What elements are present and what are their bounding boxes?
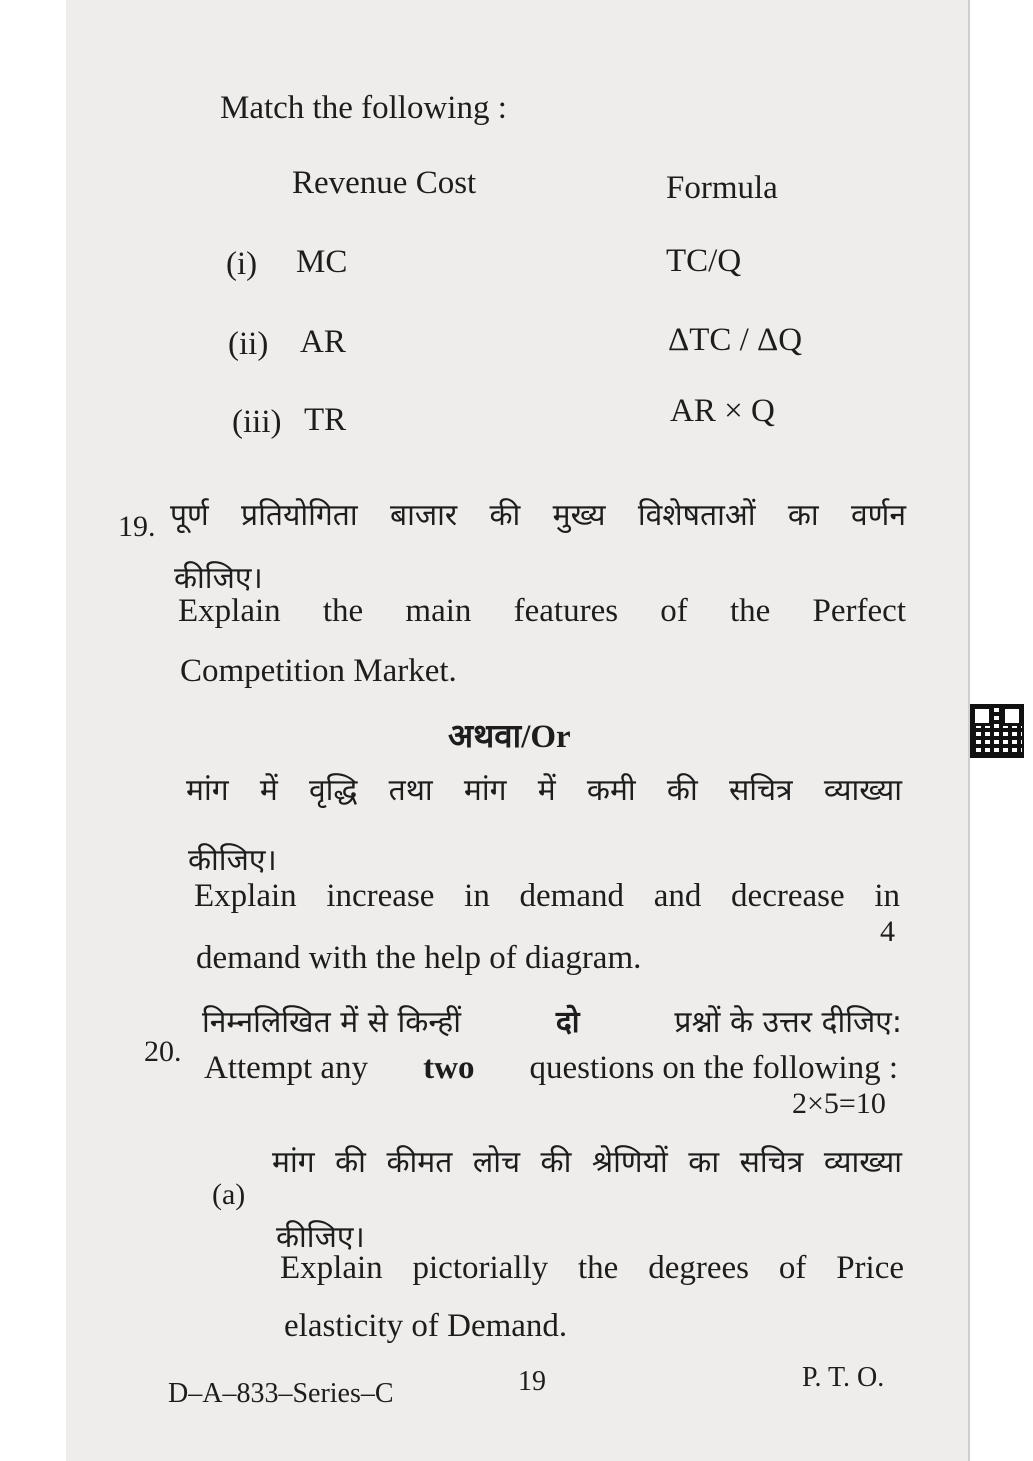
question-english: Explain the main features of the Perfect [178, 593, 906, 629]
row-label: (iii) [232, 404, 282, 440]
part-hindi: मांग की कीमत लोच की श्रेणियों का सचित्र व्याख्या [272, 1145, 902, 1180]
match-heading: Match the following : [220, 90, 507, 126]
qr-code-icon [972, 706, 1022, 756]
part-hindi: कीजिए। [276, 1220, 365, 1255]
marks: 4 [880, 915, 895, 948]
row-label: (ii) [228, 326, 269, 362]
hindi-text: निम्नलिखित में से किन्हीं [202, 1005, 462, 1040]
page-number: 19 [518, 1366, 546, 1397]
hindi-text: प्रश्नों के उत्तर दीजिए: [674, 1005, 902, 1040]
hindi-emphasis: दो [555, 1005, 580, 1040]
question-number: 19. [118, 510, 156, 543]
question-english [204, 1050, 898, 1087]
paper-code: D–A–833–Series–C [168, 1378, 394, 1409]
alternative-english: Explain increase in demand and decrease in [194, 878, 900, 914]
row-formula: TC/Q [666, 243, 742, 279]
row-term: MC [296, 244, 348, 280]
question-hindi: कीजिए। [174, 561, 263, 596]
row-label: (i) [226, 246, 258, 282]
column-header-formula: Formula [666, 170, 778, 206]
english-text: Attempt any [204, 1050, 369, 1086]
column-header-revenue-cost: Revenue Cost [292, 165, 477, 201]
part-label: (a) [212, 1178, 246, 1211]
part-english: elasticity of Demand. [284, 1308, 568, 1344]
or-divider: अथवा/Or [448, 719, 571, 755]
row-term: TR [304, 402, 347, 438]
question-english: Competition Market. [180, 653, 457, 689]
alternative-hindi: कीजिए। [188, 843, 277, 878]
question-hindi [202, 1000, 902, 1041]
row-formula: AR × Q [670, 393, 775, 429]
question-hindi: पूर्ण प्रतियोगिता बाजार की मुख्य विशेषताओं का वर्णन [170, 498, 906, 533]
row-term: AR [300, 324, 346, 360]
alternative-english: demand with the help of diagram. [196, 940, 642, 976]
row-formula: ΔTC / ΔQ [668, 322, 803, 358]
alternative-hindi: मांग में वृद्धि तथा मांग में कमी की सचित्र व्याख्या [186, 773, 902, 808]
english-text: questions on the following : [529, 1050, 898, 1086]
english-emphasis: two [423, 1050, 475, 1086]
question-number: 20. [144, 1035, 182, 1068]
part-english: Explain pictorially the degrees of Price [280, 1250, 904, 1286]
marks: 2×5=10 [792, 1087, 886, 1120]
please-turn-over: P. T. O. [802, 1362, 885, 1393]
